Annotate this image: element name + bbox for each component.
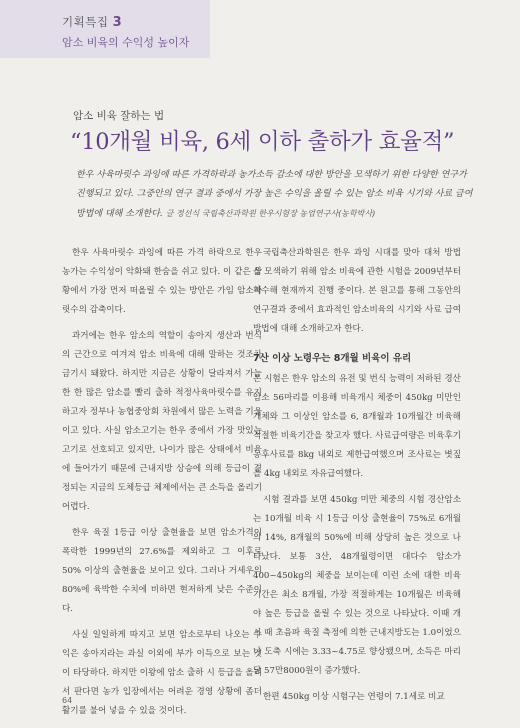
series-label-text: 기획특집 [62, 15, 109, 29]
article-lead [76, 166, 474, 224]
lead-text: 한우 사육마릿수 과잉에 따른 가격하락과 농가소득 감소에 대한 방안을 모색하기 위한 다양한 연구가 진행되고 있다. 그중안의 연구 결과 중에서 가장 높은 수익을 올릴 수 있는 암소 비육 시기와 사료 급여방법에 대해 소개한다. [76, 170, 473, 219]
left-column [62, 244, 262, 728]
body-paragraph: 한우 육질 1등급 이상 출현율을 보면 암소가격이 폭락한 1999년의 27.6%를 제외하고 그 이후로 50% 이상의 출현율을 보이고 있다. 그러나 거세우의 80%에 육박한 수치에 비하면 현저하게 낮은 수준이다. [62, 528, 262, 614]
body-paragraph: 한편 450kg 이상 시험구는 연령이 7.1세로 비교 [263, 692, 445, 702]
series-subtitle: 암소 비육의 수익성 높이자 [62, 36, 190, 49]
article-kicker: 암소 비육 잘하는 법 [73, 110, 165, 122]
body-paragraph: 사실 일일하게 따지고 보면 암소로부터 나오는 수익은 송아지라는 과실 이외에 부가 이득으로 보는 것이 타당하다. 하지만 이왕에 암소 출하 시 등급을 올려서 판다면 농가 입장에서는 어려운 경영 상황에 좀더 활기를 불어 넣을 수 있을 것이다. [62, 630, 262, 716]
page-number: 64 [62, 696, 73, 705]
body-paragraph: 과거에는 한우 암소의 역할이 송아지 생산과 번식의 근간으로 여겨져 암소 비육에 대해 말하는 것조차 금기시 돼왔다. 하지만 지금은 상황이 달라져서 가능한 한 많은 암소를 빨리 출하 적정사육마릿수를 유지하고자 정부나 농협중앙회 차원에서 많은 노력을 기울이고 있다. 사실 암소고기는 한우 중에서 가장 맛있는 고기로 선호되고 있지만, 나이가 많은 상태에서 비육에 들어가기 때문에 근내지방 상승에 의해 등급이 결정되는 지금의 도체등급 체제에서는 큰 소득을 올리기 어렵다. [62, 331, 262, 512]
body-paragraph: 본 시험은 한우 암소의 유전 및 번식 능력이 저하된 경산암소 56마리를 이용해 비육개시 체중이 450kg 미만인 개체와 그 이상인 암소를 6, 8개월과 10개월간 비육해 적절한 비육기간을 찾고자 했다. 사료급여량은 비육후기 농후사료를 8kg 내외로 제한급여했으며 조사료는 볏짚을 4kg 내외로 자유급여했다. [253, 374, 461, 479]
article-headline: “10개월 비육, 6세 이하 출하가 효율적” [70, 129, 455, 155]
body-paragraph: 국립축산과학원은 한우 과잉 시대를 맞아 대처 방법을 모색하기 위해 암소 비육에 관한 시험을 2009년부터 착수해 현재까지 진행 중이다. 본 원고를 통해 그동안의 연구결과 중에서 효과적인 암소비육의 시기와 사료 급여방법에 대해 소개하고자 한다. [253, 248, 461, 334]
series-number: 3 [112, 15, 123, 30]
body-paragraph: 시험 결과를 보면 450kg 미만 체중의 시험 경산암소는 10개월 비육 시 1등급 이상 출현율이 75%로 6개월의 14%, 8개월의 50%에 비해 상당히 높은 것으로 나타났다. 보통 3산, 48개월령이면 대다수 암소가 400~450kg의 체중을 보이는데 이런 소에 대한 비육기간은 최소 8개월, 가장 적절하게는 10개월은 비육해야 높은 등급을 올릴 수 있는 것으로 나타났다. 이때 개시 때 초음파 육질 측정에 의한 근내지방도는 1.0이었으나 도축 시에는 3.33~4.75로 향상됐으며, 소득은 마리당 57만8000원이 증가했다. [253, 495, 461, 676]
author-credit: 글 정선식 국립축산과학원 한우시험장 농업연구사(농학박사) [165, 209, 376, 218]
right-column [253, 244, 461, 714]
section-subhead: 7산 이상 노령우는 8개월 비육이 유리 [253, 353, 412, 364]
body-paragraph: 한우 사육마릿수 과잉에 따른 가격 하락으로 한우농가는 수익성이 악화돼 한숨을 쉬고 있다. 이 같은 상황에서 가장 먼저 떠올릴 수 있는 방안은 가임 암소마릿수의 감축이다. [62, 248, 262, 315]
series-label [62, 14, 122, 30]
